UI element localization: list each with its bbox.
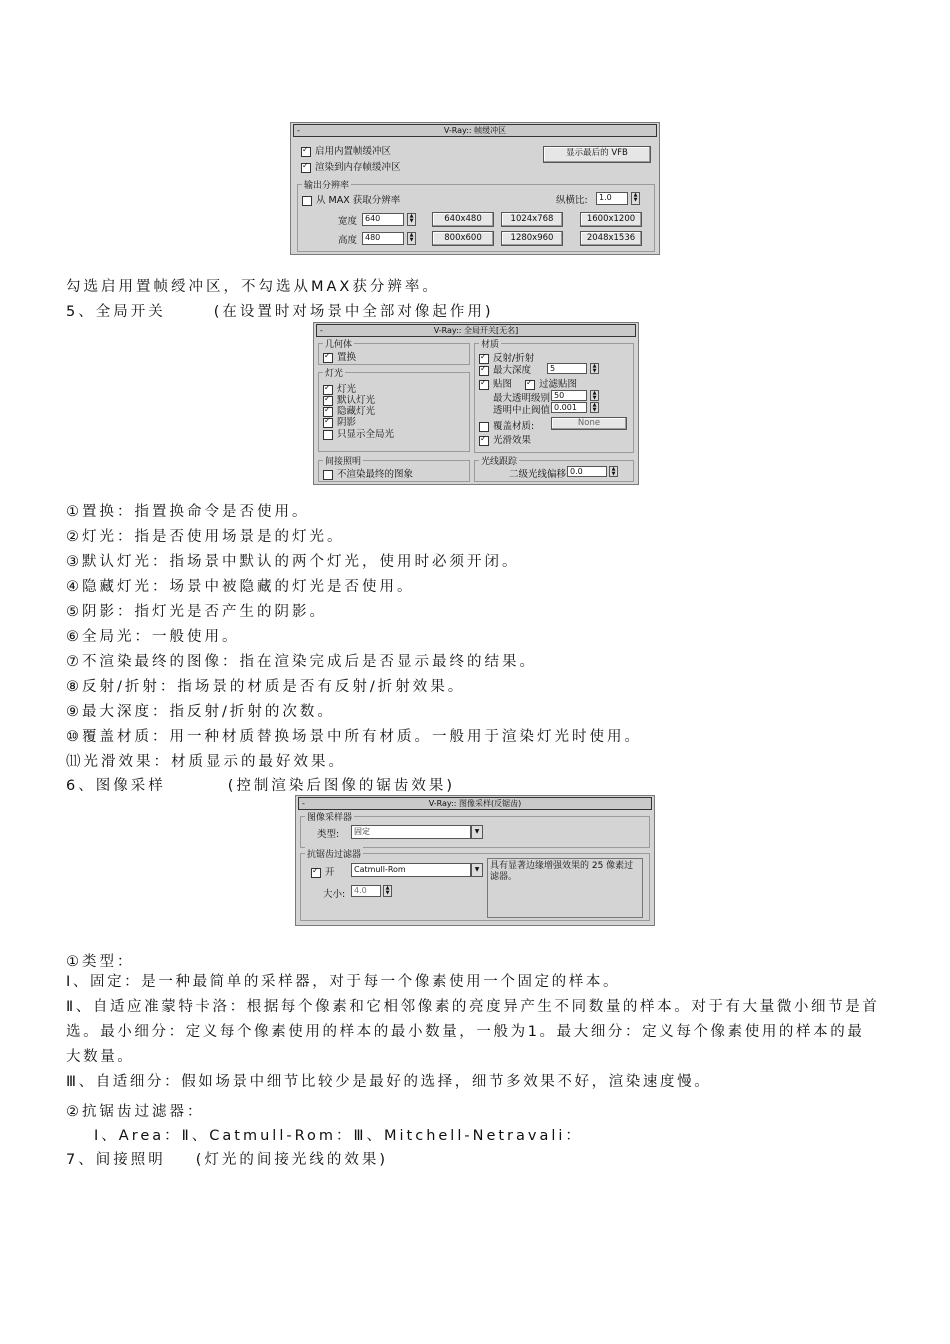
- from-max-checkbox[interactable]: [302, 196, 312, 206]
- sampler-group-title: 图像采样器: [305, 810, 354, 823]
- paragraph-fixed: Ⅰ、固定：是一种最简单的采样器，对于每一个像素使用一个固定的样本。: [66, 974, 621, 990]
- filter-size-input[interactable]: 4.0: [351, 885, 381, 897]
- from-max-label: 从 MAX 获取分辨率: [316, 195, 401, 206]
- list-item: ⑨最大深度：指反射/折射的次数。: [66, 704, 335, 720]
- heading-indirect-illumination: [66, 1148, 388, 1169]
- hidden-lights-label: 隐藏灯光: [337, 406, 376, 417]
- override-mtl-row[interactable]: [479, 418, 534, 432]
- secondary-bias-input[interactable]: 0.0: [567, 466, 607, 477]
- lights-group-title: 灯光: [323, 366, 345, 379]
- geometry-group-title: 几何体: [323, 337, 354, 350]
- override-mtl-label: 覆盖材质:: [493, 421, 535, 432]
- height-input[interactable]: 480: [362, 232, 404, 245]
- vray-global-switches-panel: [313, 322, 639, 485]
- list-item: ⑾光滑效果：材质显示的最好效果。: [66, 754, 346, 770]
- vray-image-sampler-panel: [295, 795, 655, 926]
- gi-only-row[interactable]: [323, 426, 394, 440]
- list-item: ②灯光：指是否使用场景是的灯光。: [66, 529, 345, 545]
- aa-filter-group: [300, 850, 650, 921]
- list-item: ④隐藏灯光：场景中被隐藏的灯光是否使用。: [66, 579, 415, 595]
- list-item: ⑧反射/折射：指场景的材质是否有反射/折射效果。: [66, 679, 466, 695]
- filter-maps-checkbox[interactable]: [525, 380, 535, 390]
- aa-filter-heading: ②抗锯齿过滤器：: [66, 1104, 205, 1120]
- list-item: ⑥全局光：一般使用。: [66, 629, 240, 645]
- filter-maps-label: 过滤贴图: [539, 379, 578, 390]
- glossy-effects-label: 光滑效果: [493, 435, 532, 446]
- list-item: ①置换：指置换命令是否使用。: [66, 504, 310, 520]
- raytracing-group: [474, 457, 634, 482]
- output-resolution-group: [297, 181, 655, 252]
- heading-6-note: (控制渲染后图像的锯齿效果): [227, 778, 456, 794]
- list-item: ⑦不渲染最终的图像：指在渲染完成后是否显示最终的结果。: [66, 654, 537, 670]
- heading-image-sampler: [66, 774, 455, 795]
- gi-only-label: 只显示全局光: [337, 429, 395, 440]
- enable-framebuffer-row[interactable]: [301, 143, 391, 157]
- max-depth-checkbox[interactable]: [479, 366, 489, 376]
- preset-1024x768-button[interactable]: 1024x768: [501, 212, 563, 227]
- shadows-label: 阴影: [337, 417, 357, 428]
- materials-group-title: 材质: [479, 337, 501, 350]
- width-spinner-icon[interactable]: ▲ ▼: [407, 213, 416, 226]
- aa-filter-list: Ⅰ、Area：Ⅱ、Catmull-Rom：Ⅲ、Mitchell-Netravali：: [94, 1128, 583, 1144]
- heading-7-note: (灯光的间接光线的效果): [195, 1152, 389, 1168]
- panel-title-bar[interactable]: [298, 797, 652, 810]
- heading-7-title: 7、间接照明: [66, 1152, 166, 1168]
- width-input[interactable]: 640: [362, 213, 404, 226]
- aa-filter-dropdown-icon[interactable]: ▼: [471, 863, 483, 877]
- panel-title-bar[interactable]: [316, 324, 636, 337]
- height-label: 高度: [338, 235, 358, 246]
- geometry-group: [318, 340, 470, 365]
- no-final-render-label: 不渲染最终的图象: [337, 469, 414, 480]
- aa-on-checkbox[interactable]: [311, 868, 321, 878]
- maps-checkbox[interactable]: [479, 380, 489, 390]
- aspect-label: 纵横比:: [556, 195, 588, 206]
- no-final-render-checkbox[interactable]: [323, 470, 333, 480]
- secondary-bias-label: 二级光线偏移: [509, 469, 567, 480]
- preset-800x600-button[interactable]: 800x600: [432, 231, 494, 246]
- output-resolution-title: 输出分辨率: [302, 178, 351, 191]
- aspect-spinner-icon[interactable]: ▲ ▼: [631, 192, 640, 205]
- heading-global-switches: [66, 300, 494, 321]
- raytracing-group-title: 光线跟踪: [479, 454, 519, 467]
- text-framebuffer-note: 勾选启用置帧绶冲区，不勾选从MAX获分辨率。: [66, 279, 440, 295]
- paragraph-adaptive-qmc: Ⅱ、自适应准蒙特卡洛：根据每个像素和它相邻像素的亮度异产生不同数量的样本。对于有大量微小细节是首选。最小细分：定义每个像素使用的样本的最小数量，一般为1。最大细分：定义每个像素使用的样本的最大数量。: [66, 999, 880, 1065]
- list-item: ⑩覆盖材质：用一种材质替换场景中所有材质。一般用于渲染灯光时使用。: [66, 729, 642, 745]
- max-depth-row[interactable]: [479, 362, 531, 376]
- sampler-type-dropdown-icon[interactable]: ▼: [471, 825, 483, 839]
- height-spinner-icon[interactable]: ▲ ▼: [407, 232, 416, 245]
- sampler-type-label: 类型:: [317, 829, 340, 840]
- width-label: 宽度: [338, 216, 358, 227]
- glossy-effects-checkbox[interactable]: [479, 436, 489, 446]
- filter-maps-row[interactable]: [525, 376, 577, 390]
- sampler-type-select[interactable]: 固定: [351, 825, 471, 839]
- aa-filter-select[interactable]: Catmull-Rom: [351, 863, 471, 877]
- preset-1280x960-button[interactable]: 1280x960: [501, 231, 563, 246]
- override-mtl-none-button[interactable]: None: [551, 417, 627, 430]
- render-to-memory-label: 渲染到内存帧缓冲区: [315, 162, 401, 173]
- render-to-memory-row[interactable]: [301, 159, 401, 173]
- panel-title: V-Ray:: 图像采样(反锯齿): [428, 799, 522, 808]
- transp-cutoff-spinner-icon[interactable]: ▲ ▼: [590, 402, 599, 413]
- filter-size-label: 大小:: [323, 889, 346, 900]
- aa-filter-group-title: 抗锯齿过滤器: [305, 847, 363, 860]
- maps-row[interactable]: [479, 376, 512, 390]
- list-item: ③默认灯光：指场景中默认的两个灯光，使用时必须开闭。: [66, 554, 520, 570]
- filter-description: 具有显著边缘增强效果的 25 像素过滤器。: [487, 858, 643, 918]
- filter-size-spinner-icon[interactable]: ▲ ▼: [383, 885, 392, 897]
- default-lights-label: 默认灯光: [337, 395, 376, 406]
- lights-label: 灯光: [337, 384, 357, 395]
- preset-640x480-button[interactable]: 640x480: [432, 212, 494, 227]
- aa-on-row[interactable]: [311, 864, 335, 878]
- heading-6-title: 6、图像采样: [66, 778, 166, 794]
- indirect-illumination-group: [318, 457, 470, 482]
- collapse-icon[interactable]: -: [320, 326, 323, 335]
- materials-group: [474, 340, 634, 453]
- from-max-row[interactable]: [302, 192, 400, 206]
- override-mtl-checkbox[interactable]: [479, 422, 489, 432]
- preset-2048x1536-button[interactable]: 2048x1536: [580, 231, 642, 246]
- max-transp-input[interactable]: 50: [551, 390, 587, 401]
- panel-title: V-Ray:: 全局开关[无名]: [433, 326, 519, 335]
- indirect-illumination-title: 间接照明: [323, 454, 363, 467]
- heading-5-note: (在设置时对场景中全部对像起作用): [213, 304, 494, 320]
- type-heading: ①类型：: [66, 954, 135, 970]
- no-final-render-row[interactable]: [323, 466, 413, 480]
- transp-cutoff-input[interactable]: 0.001: [551, 402, 587, 413]
- transp-cutoff-label: 透明中止阀值: [493, 405, 551, 416]
- sampler-group: [300, 813, 650, 848]
- gi-only-checkbox[interactable]: [323, 430, 333, 440]
- aspect-input[interactable]: 1.0: [596, 192, 628, 205]
- displace-label: 置换: [337, 352, 357, 363]
- aa-on-label: 开: [325, 867, 335, 878]
- max-depth-input[interactable]: 5: [547, 363, 587, 374]
- max-depth-label: 最大深度: [493, 365, 532, 376]
- maps-label: 贴图: [493, 379, 513, 390]
- list-item: ⑤阴影：指灯光是否产生的阴影。: [66, 604, 327, 620]
- secondary-bias-spinner-icon[interactable]: ▲ ▼: [609, 466, 618, 477]
- show-last-vfb-button[interactable]: 显示最后的 VFB: [543, 146, 651, 163]
- vray-framebuffer-panel: [290, 122, 660, 255]
- preset-1600x1200-button[interactable]: 1600x1200: [580, 212, 642, 227]
- glossy-effects-row[interactable]: [479, 432, 531, 446]
- enable-framebuffer-checkbox[interactable]: [301, 147, 311, 157]
- collapse-icon[interactable]: -: [302, 799, 305, 808]
- max-transp-label: 最大透明级别: [493, 393, 551, 404]
- displace-checkbox[interactable]: [323, 353, 333, 363]
- reflect-refract-label: 反射/折射: [493, 353, 535, 364]
- displace-row[interactable]: [323, 349, 356, 363]
- panel-title-bar[interactable]: [293, 124, 657, 137]
- render-to-memory-checkbox[interactable]: [301, 163, 311, 173]
- panel-title: V-Ray:: 帧缓冲区: [443, 126, 507, 135]
- collapse-icon[interactable]: -: [297, 126, 300, 135]
- lights-group: [318, 369, 470, 452]
- paragraph-adaptive-subdivision: Ⅲ、自适细分：假如场景中细节比较少是最好的选择，细节多效果不好，渲染速度慢。: [66, 1074, 712, 1090]
- max-depth-spinner-icon[interactable]: ▲ ▼: [590, 363, 599, 374]
- max-transp-spinner-icon[interactable]: ▲ ▼: [590, 390, 599, 401]
- heading-5-title: 5、全局开关: [66, 304, 166, 320]
- enable-framebuffer-label: 启用内置帧缓冲区: [315, 146, 392, 157]
